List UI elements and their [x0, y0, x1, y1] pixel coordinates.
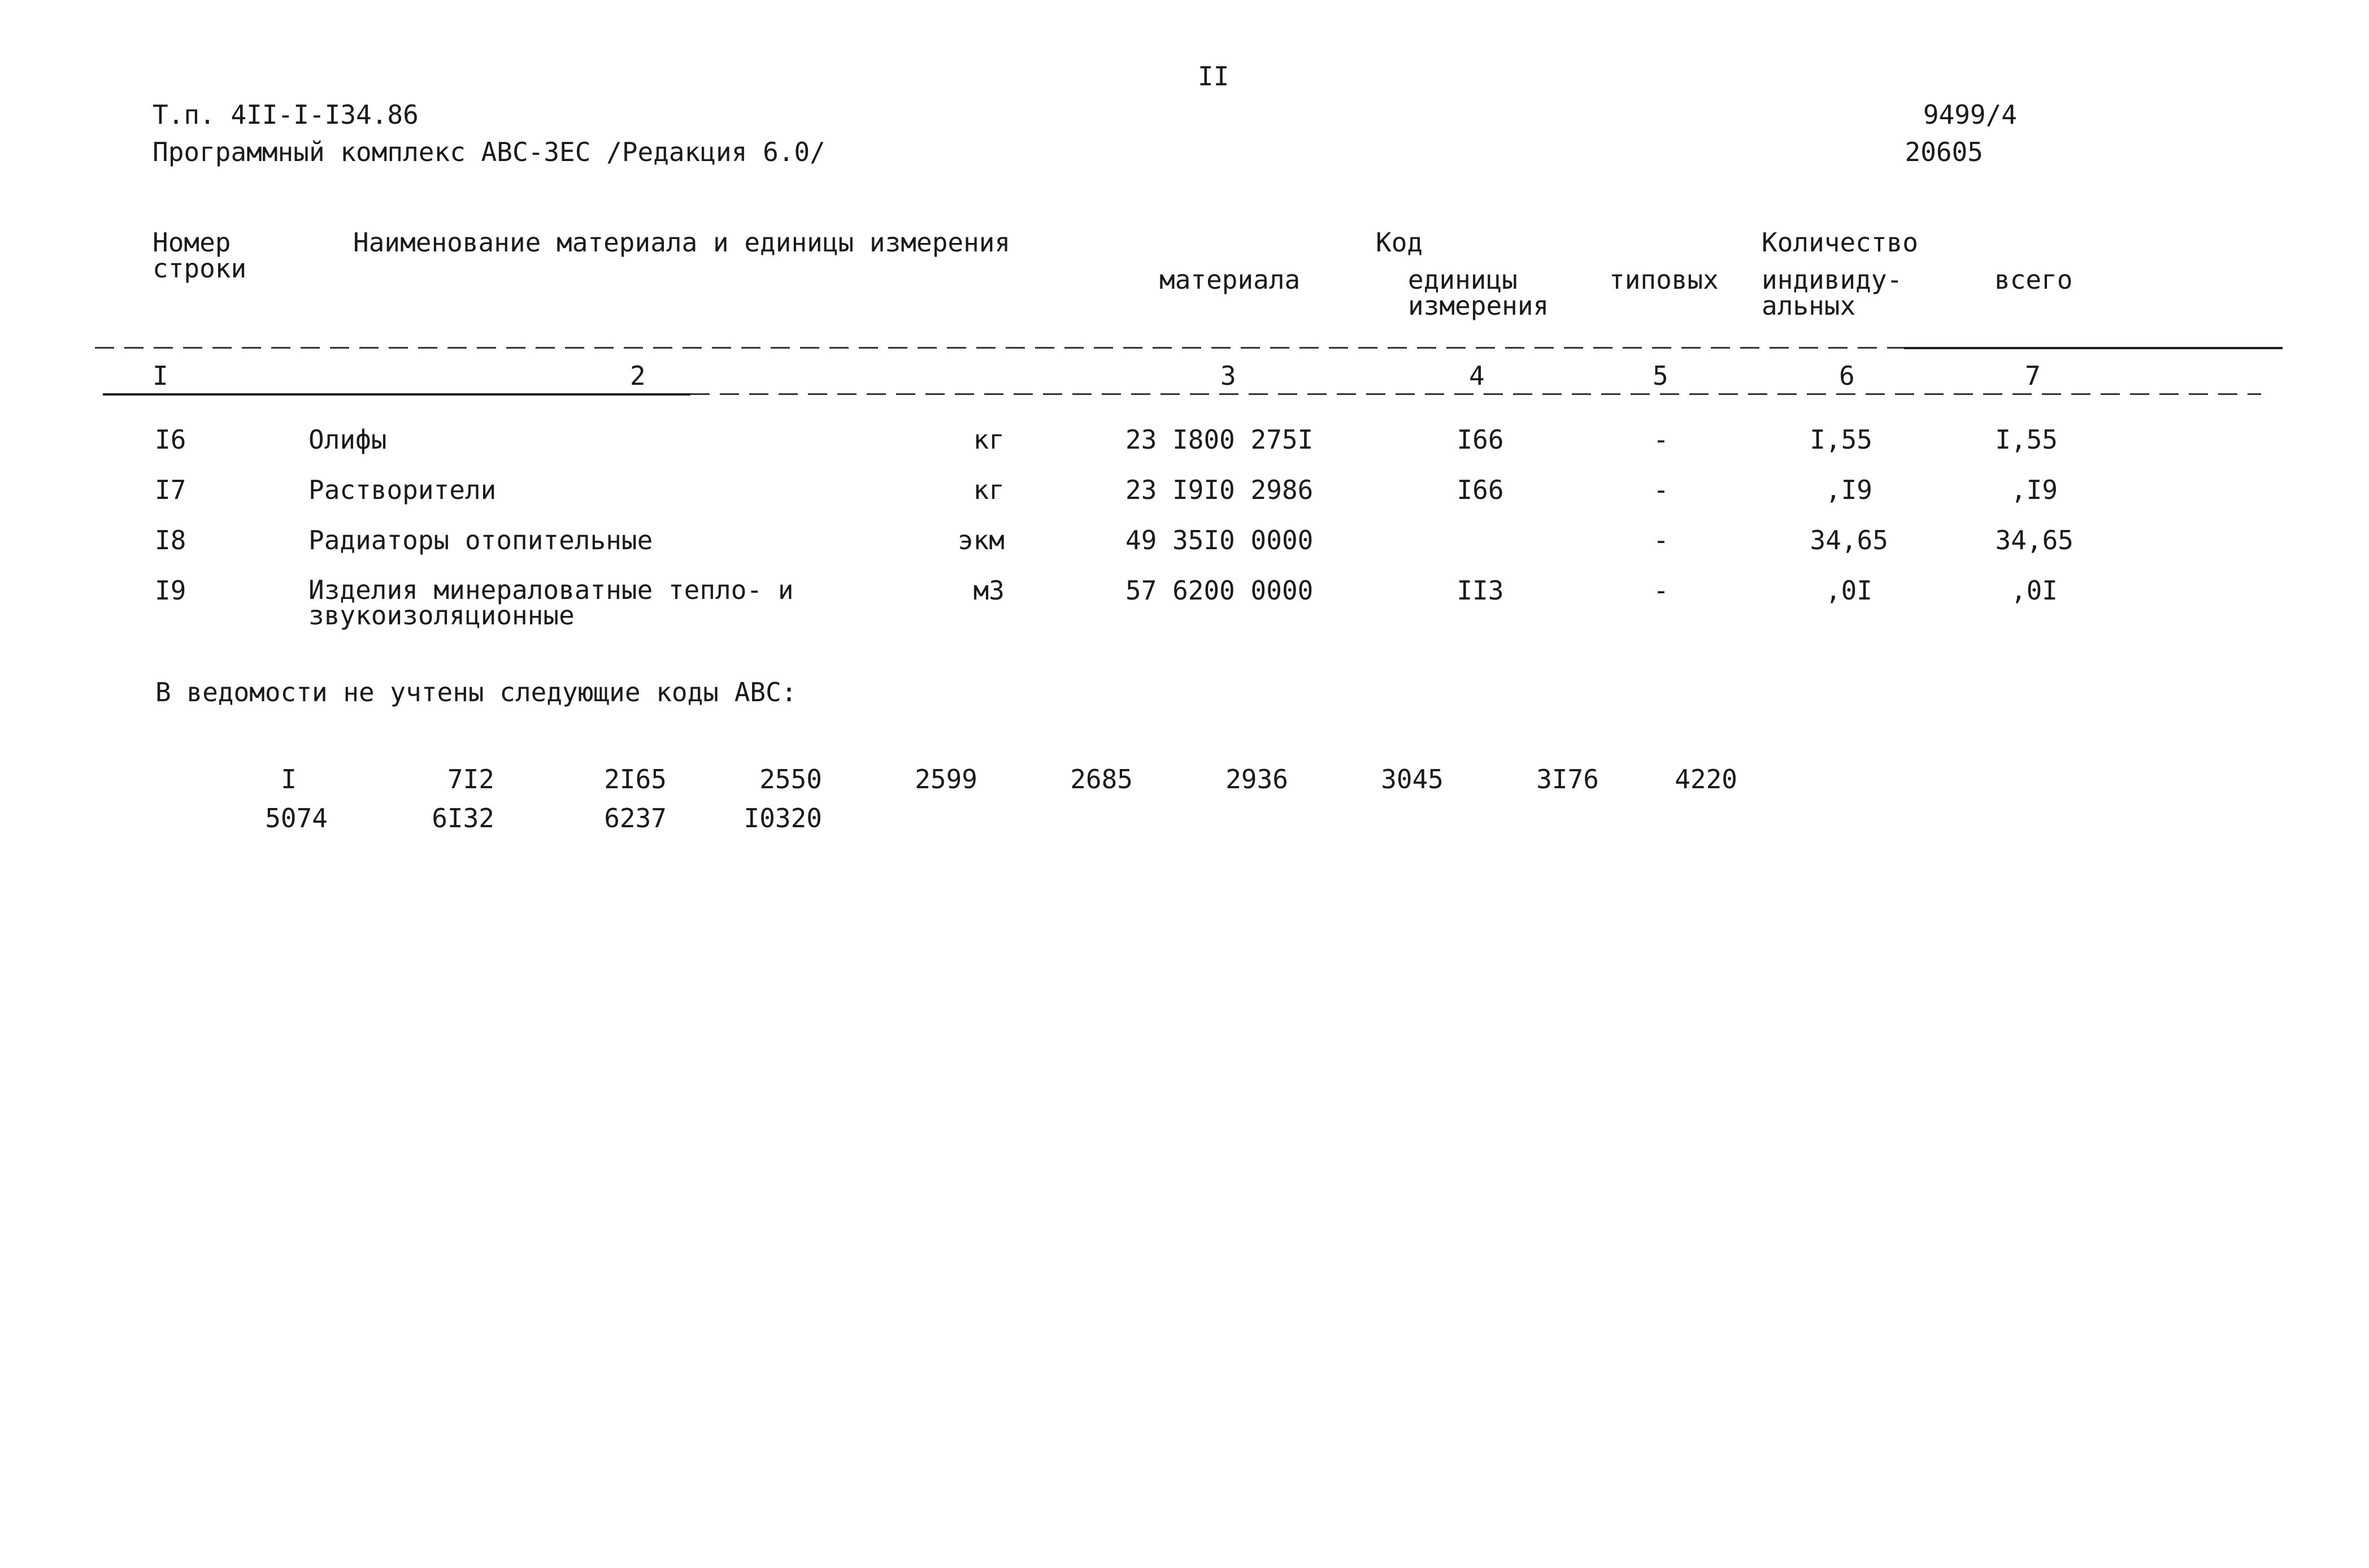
code-item: 3045 — [1381, 764, 1444, 794]
missing-codes-note: В ведомости не учтены следующие коды АВС: — [155, 677, 797, 707]
code-item: 2550 — [759, 764, 822, 794]
code-item: 2599 — [915, 764, 977, 794]
column-number-4: 4 — [1469, 360, 1485, 391]
header-material-code: материала — [1159, 264, 1301, 295]
typical-quantity: - — [1653, 475, 1669, 505]
total-quantity: ,I9 — [2010, 475, 2058, 505]
typical-quantity: - — [1653, 525, 1669, 555]
material-code: 23 I800 275I — [1125, 424, 1314, 455]
code-item: 5074 — [265, 803, 328, 833]
code-item: 2I65 — [604, 764, 667, 794]
material-name: Изделия минераловатные тепло- и звукоизоляционные — [308, 575, 794, 631]
header-row-number: Номер строки — [153, 227, 247, 284]
page-number: II — [1198, 61, 1229, 92]
document-code: 9499/4 — [1923, 99, 2017, 130]
header-material-name: Наименование материала и единицы измерения — [353, 227, 1011, 258]
column-number-5: 5 — [1653, 360, 1668, 391]
unit-code: I66 — [1457, 475, 1504, 505]
row-number: I7 — [155, 475, 186, 505]
material-code: 23 I9I0 2986 — [1125, 475, 1314, 505]
total-quantity: 34,65 — [1995, 525, 2074, 555]
header-bottom-rule — [103, 393, 690, 396]
row-number: I9 — [155, 575, 186, 606]
header-unit-code: единицы измерения — [1408, 264, 1549, 321]
material-name: Радиаторы отопительные — [308, 525, 653, 555]
total-quantity: ,0I — [2010, 575, 2058, 606]
code-item: 6I32 — [432, 803, 494, 833]
unit: м3 — [973, 575, 1005, 606]
unit: кг — [973, 475, 1005, 505]
individual-quantity: ,I9 — [1825, 475, 1872, 505]
header-typical: типовых — [1609, 264, 1719, 295]
unit-code: II3 — [1457, 575, 1504, 606]
material-code: 57 6200 0000 — [1125, 575, 1314, 606]
code-item: 6237 — [604, 803, 667, 833]
row-number: I8 — [155, 525, 186, 555]
header-top-rule-right — [1904, 347, 2283, 349]
header-total: всего — [1994, 264, 2073, 295]
unit: экм — [957, 525, 1005, 555]
column-number-7: 7 — [2025, 360, 2041, 391]
code-item: 7I2 — [447, 764, 494, 794]
code-item: 4220 — [1675, 764, 1737, 794]
unit-code: I66 — [1457, 424, 1504, 455]
material-name: Растворители — [308, 475, 497, 505]
code-item: I — [281, 764, 297, 794]
typical-quantity: - — [1653, 424, 1669, 455]
material-name: Олифы — [308, 424, 387, 455]
material-code: 49 35I0 0000 — [1125, 525, 1314, 555]
code-item: 2685 — [1070, 764, 1133, 794]
code-item: 2936 — [1225, 764, 1288, 794]
column-number-1: I — [153, 360, 168, 391]
header-quantity: Количество — [1762, 227, 1918, 258]
total-quantity: I,55 — [1995, 424, 2058, 455]
header-individual: индивиду- альных — [1762, 264, 1903, 321]
header-code: Код — [1376, 227, 1423, 258]
typical-quantity: - — [1653, 575, 1669, 606]
header-bottom-rule-dashed — [690, 393, 2261, 395]
row-number: I6 — [155, 424, 186, 455]
document-number: 20605 — [1905, 137, 1983, 167]
document-reference: Т.п. 4II-I-I34.86 — [153, 99, 419, 130]
individual-quantity: ,0I — [1825, 575, 1872, 606]
column-number-2: 2 — [630, 360, 646, 391]
column-number-3: 3 — [1220, 360, 1236, 391]
code-item: I0320 — [744, 803, 822, 833]
program-title: Программный комплекс АВС-3ЕС /Редакция 6.0/ — [153, 137, 825, 167]
unit: кг — [973, 424, 1005, 455]
individual-quantity: 34,65 — [1810, 525, 1888, 555]
code-item: 3I76 — [1536, 764, 1599, 794]
individual-quantity: I,55 — [1810, 424, 1872, 455]
column-number-6: 6 — [1839, 360, 1855, 391]
